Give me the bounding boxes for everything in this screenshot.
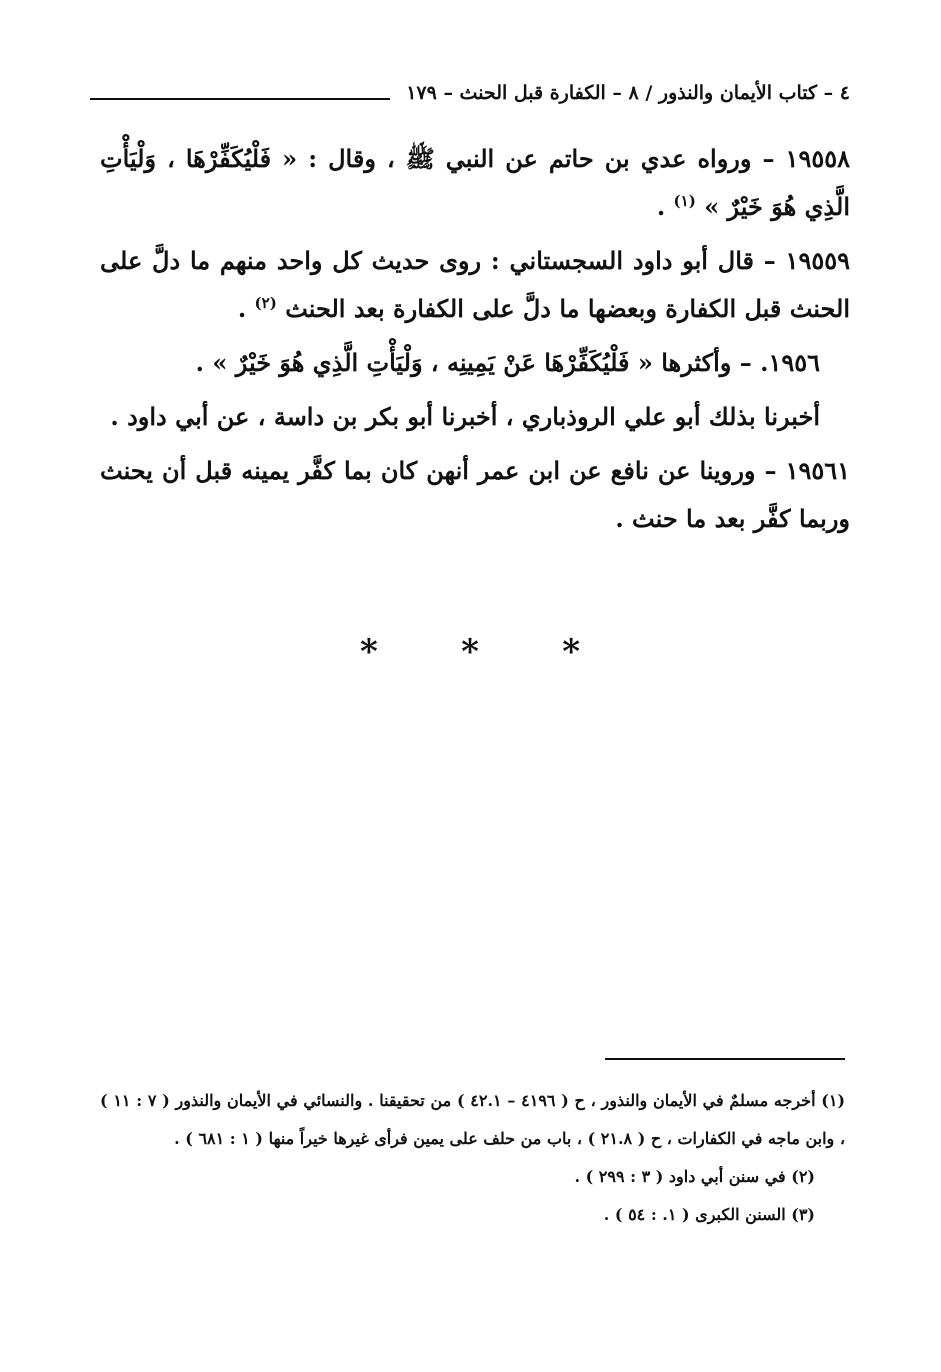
separator-star: * (360, 632, 378, 672)
paragraph-number: ١٩٥٦. (760, 348, 820, 377)
running-header (90, 78, 850, 108)
footnote-3: (٣) السنن الكبرى ( ١. : ٥٤ ) . (603, 1205, 815, 1224)
running-title: ٤ – كتاب الأيمان والنذور / ٨ – الكفارة قبل الحنث – ١٧٩ (406, 82, 850, 104)
footnote-rule (605, 1058, 845, 1060)
paragraph-number: ١٩٥٥٩ (785, 246, 850, 275)
header-rule (90, 98, 390, 100)
paragraph-19560 (100, 339, 850, 387)
footnote-ref-2[interactable]: (٢) (254, 294, 277, 312)
paragraph-19561 (100, 447, 850, 543)
separator-star: * (562, 632, 580, 672)
section-separator (360, 632, 580, 672)
paragraph-text: – وأكثرها « فَلْيُكَفِّرْهَا عَنْ يَمِينِه ، وَلْيَأْتِ الَّذِي هُوَ خَيْرٌ » . (195, 348, 752, 377)
paragraph-end: . (237, 294, 255, 323)
footnotes (100, 1082, 845, 1234)
footnote-ref-1[interactable]: (١) (673, 192, 696, 210)
paragraph-text: – قال أبو داود السجستاني : روى حديث كل واحد منهم ما دلَّ على الحنث قبل الكفارة وبعضها ما دلَّ على الكفارة بعد الحنث (100, 246, 850, 323)
paragraph-end: . (656, 192, 674, 221)
paragraph-text: أخبرنا بذلك أبو علي الروذباري ، أخبرنا أبو بكر بن داسة ، عن أبي داود . (110, 402, 820, 431)
paragraph-text: – وروينا عن نافع عن ابن عمر أنهن كان بما كفَّر يمينه قبل أن يحنث وربما كفَّر بعد ما حنث . (100, 456, 850, 533)
main-text (100, 135, 850, 549)
paragraph-19559 (100, 237, 850, 333)
paragraph-text: – ورواه عدي بن حاتم عن النبي ﷺ ، وقال : « فَلْيُكَفِّرْهَا ، وَلْيَأْتِ الَّذِي هُوَ خَيْرٌ » (100, 144, 850, 221)
paragraph-number: ١٩٥٥٨ (785, 144, 850, 173)
footnote-1: (١) أخرجه مسلمٌ في الأيمان والنذور ، ح ( ٤١٩٦ – ٤٢.١ ) من تحقيقنا . والنسائي في الأيمان والنذور ( ٧ : ١١ ) ، وابن ماجه في الكفارات ، ح ( ٢١.٨ ) ، باب من حلف على يمين فرأى غيرها خيراً منها ( ١ : ٦٨١ ) . (100, 1091, 846, 1148)
separator-star: * (461, 632, 479, 672)
paragraph-19558 (100, 135, 850, 231)
paragraph-number: ١٩٥٦١ (785, 456, 851, 485)
paragraph-isnad (100, 393, 850, 441)
footnote-2: (٢) في سنن أبي داود ( ٣ : ٢٩٩ ) . (574, 1167, 815, 1186)
